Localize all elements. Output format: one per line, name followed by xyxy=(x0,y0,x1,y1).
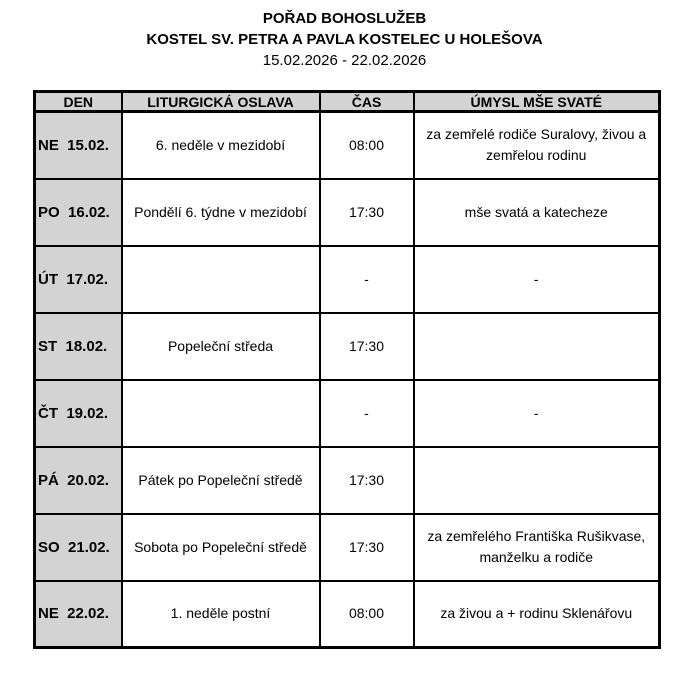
header-cell-umysl: ÚMYSL MŠE SVATÉ xyxy=(414,92,660,112)
time-cell: - xyxy=(320,380,414,447)
day-cell: NE 15.02. xyxy=(35,112,122,179)
day-cell: NE 22.02. xyxy=(35,581,122,648)
day-cell: SO 21.02. xyxy=(35,514,122,581)
header-cell-oslava: LITURGICKÁ OSLAVA xyxy=(122,92,320,112)
schedule-table xyxy=(33,90,661,649)
page-title: POŘAD BOHOSLUŽEB xyxy=(262,10,427,27)
liturgy-cell xyxy=(122,380,320,447)
time-cell: 17:30 xyxy=(320,447,414,514)
intention-cell: za zemřelé rodiče Suralovy, živou a zemřelou rodinu xyxy=(414,112,660,179)
table-row xyxy=(35,179,660,246)
intention-cell: - xyxy=(414,380,660,447)
table-header-row xyxy=(35,92,660,112)
table-row xyxy=(35,447,660,514)
liturgy-cell: Popeleční středa xyxy=(122,313,320,380)
header-cell-cas: ČAS xyxy=(320,92,414,112)
intention-cell: za zemřelého Františka Rušikvase, manželku a rodiče xyxy=(414,514,660,581)
date-range: 15.02.2026 - 22.02.2026 xyxy=(262,52,427,69)
liturgy-cell xyxy=(122,246,320,313)
liturgy-cell: Pátek po Popeleční středě xyxy=(122,447,320,514)
time-cell: 08:00 xyxy=(320,581,414,648)
table-row xyxy=(35,313,660,380)
liturgy-cell: Sobota po Popeleční středě xyxy=(122,514,320,581)
time-cell: 17:30 xyxy=(320,313,414,380)
intention-cell xyxy=(414,313,660,380)
document-header xyxy=(0,0,689,71)
intention-cell: mše svatá a katecheze xyxy=(414,179,660,246)
table-row xyxy=(35,581,660,648)
intention-cell: za živou a + rodinu Sklenářovu xyxy=(414,581,660,648)
time-cell: 17:30 xyxy=(320,179,414,246)
intention-cell xyxy=(414,447,660,514)
table-row xyxy=(35,380,660,447)
time-cell: 17:30 xyxy=(320,514,414,581)
time-cell: 08:00 xyxy=(320,112,414,179)
liturgy-cell: 6. neděle v mezidobí xyxy=(122,112,320,179)
day-cell: PÁ 20.02. xyxy=(35,447,122,514)
table-row xyxy=(35,514,660,581)
church-name: KOSTEL SV. PETRA A PAVLA KOSTELEC U HOLEŠOVA xyxy=(146,31,543,48)
day-cell: ST 18.02. xyxy=(35,313,122,380)
table-row xyxy=(35,246,660,313)
liturgy-cell: Pondělí 6. týdne v mezidobí xyxy=(122,179,320,246)
day-cell: ČT 19.02. xyxy=(35,380,122,447)
time-cell: - xyxy=(320,246,414,313)
intention-cell: - xyxy=(414,246,660,313)
day-cell: PO 16.02. xyxy=(35,179,122,246)
header-cell-den: DEN xyxy=(35,92,122,112)
liturgy-cell: 1. neděle postní xyxy=(122,581,320,648)
table-row xyxy=(35,112,660,179)
day-cell: ÚT 17.02. xyxy=(35,246,122,313)
